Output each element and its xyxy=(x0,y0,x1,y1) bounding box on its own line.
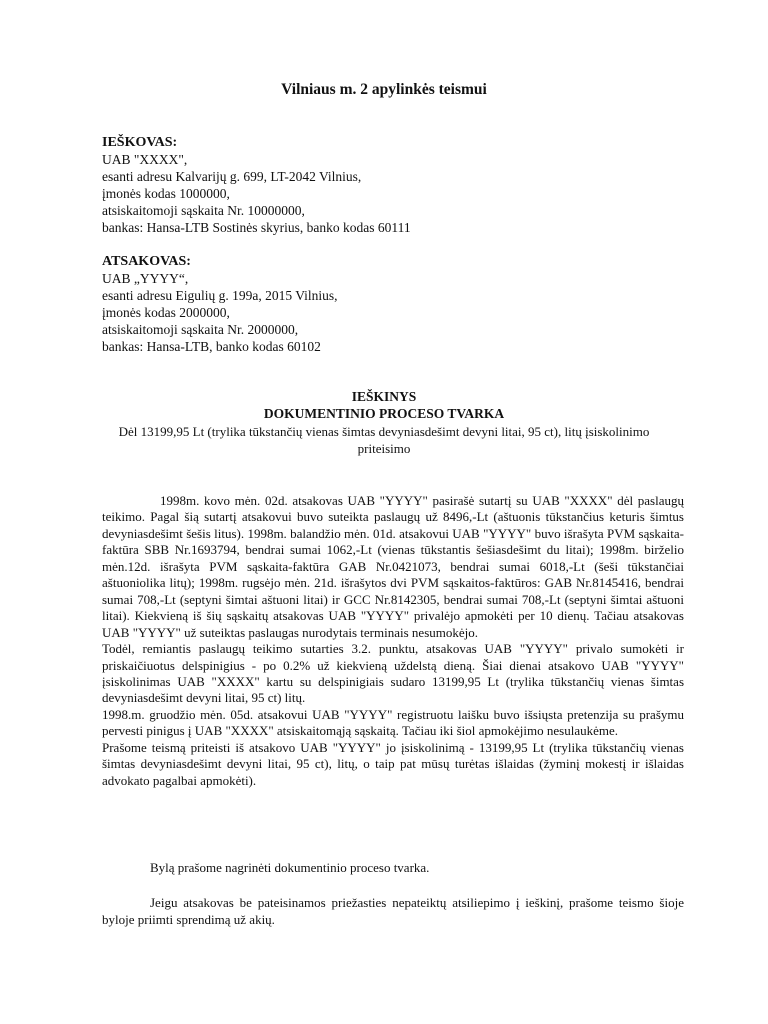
plaintiff-bank: bankas: Hansa-LTB Sostinės skyrius, banko kodas 60111 xyxy=(102,220,411,235)
plaintiff-block xyxy=(102,134,702,236)
body-paragraph-3: 1998.m. gruodžio mėn. 05d. atsakovui UAB "YYYY" registruotu laišku buvo išsiųsta pretenzija su prašymu pervesti pinigus į UAB "XXXX" atsiskaitomąją sąskaitą. Tačiau iki šiol apmokėjimo nesulaukėme. xyxy=(102,706,684,739)
plaintiff-name: UAB "XXXX", xyxy=(102,152,188,167)
body-paragraph-4: Prašome teismą priteisti iš atsakovo UAB "YYYY" jo įsiskolinimą - 13199,95 Lt (trylika tūkstančių vienas šimtas devyniasdešimt devyni litai, 95 ct), litų, o taip pat mūsų turėtas išlaidas (žyminį mokestį ir išlaidas advokato pagalbai apmokėti). xyxy=(102,739,684,788)
court-title: Vilniaus m. 2 apylinkės teismui xyxy=(281,81,487,98)
claim-subtitle: DOKUMENTINIO PROCESO TVARKA xyxy=(263,406,505,421)
defendant-name: UAB „YYYY“, xyxy=(102,271,189,286)
closing-text-1: Bylą prašome nagrinėti dokumentinio proceso tvarka. xyxy=(150,860,430,875)
body-paragraph-1: 1998m. kovo mėn. 02d. atsakovas UAB "YYYY" pasirašė sutartį su UAB "XXXX" dėl paslaugų teikimo. Pagal šią sutartį atsakovui buvo suteikta paslaugų už 8496,-Lt (aštuonis tūkstančius keturis šimtus devyniasdešimt šešis litus). 1998m. balandžio mėn. 01d. atsakovui UAB "YYYY" buvo išrašyta PVM sąskaita-faktūra SBB Nr.1693794, bendrai sumai 1062,-Lt (vienas tūkstantis šešiasdešimt du litai); 1998m. birželio mėn.12d. išrašyta PVM sąskaita-faktūra GAB Nr.0421073, bendrai sumai 6018,-Lt (šeši tūkstančiai aštuoniolika litų); 1998m. rugsėjo mėn. 21d. išrašytos dvi PVM sąskaitos-faktūros: GAB Nr.8145416, bendrai sumai 708,-Lt (septyni šimtai aštuoni litai) ir GCC Nr.8142305, bendrai sumai 708,-Lt (septyni šimtai aštuoni litai). Kiekvieną iš šių sąskaitų atsakovas UAB "YYYY" privalėjo apmokėti per 10 dienų. Tačiau atsakovas UAB "YYYY" už suteiktas paslaugas nurodytais terminais nesumokėjo. xyxy=(102,493,684,640)
plaintiff-address: esanti adresu Kalvarijų g. 699, LT-2042 Vilnius, xyxy=(102,169,362,184)
defendant-block xyxy=(102,253,702,355)
closing-paragraph-1 xyxy=(102,859,684,876)
closing-text-2: Jeigu atsakovas be pateisinamos priežasties nepateiktų atsiliepimo į ieškinį, prašome teismo šioje byloje priimti sprendimą už akių. xyxy=(102,895,684,927)
defendant-account: atsiskaitomoji sąskaita Nr. 2000000, xyxy=(102,322,299,337)
plaintiff-company-code: įmonės kodas 1000000, xyxy=(102,186,230,201)
plaintiff-account: atsiskaitomoji sąskaita Nr. 10000000, xyxy=(102,203,305,218)
defendant-address: esanti adresu Eigulių g. 199a, 2015 Vilnius, xyxy=(102,288,338,303)
claim-description: Dėl 13199,95 Lt (trylika tūkstančių vienas šimtas devyniasdešimt devyni litai, 95 ct), litų įsiskolinimo priteisimo xyxy=(118,424,650,456)
defendant-company-code: įmonės kodas 2000000, xyxy=(102,305,230,320)
defendant-bank: bankas: Hansa-LTB, banko kodas 60102 xyxy=(102,339,321,354)
closing-paragraph-2 xyxy=(102,894,684,928)
defendant-heading: ATSAKOVAS: xyxy=(102,254,191,269)
claim-title: IEŠKINYS xyxy=(351,389,417,404)
claim-body xyxy=(102,493,684,789)
body-paragraph-2: Todėl, remiantis paslaugų teikimo sutarties 3.2. punktu, atsakovas UAB "YYYY" privalo sumokėti ir priskaičiuotus delspinigius - po 0.2% už kiekvieną uždelstą dieną. Šiai dienai atsakovo UAB "YYYY" įsiskolinimas UAB "XXXX" kartu su delspinigiais sudaro 13199,95 Lt (trylika tūkstančių vienas šimtas devyniasdešimt devyni litai, 95 ct) litų. xyxy=(102,641,684,706)
plaintiff-heading: IEŠKOVAS: xyxy=(102,135,178,150)
